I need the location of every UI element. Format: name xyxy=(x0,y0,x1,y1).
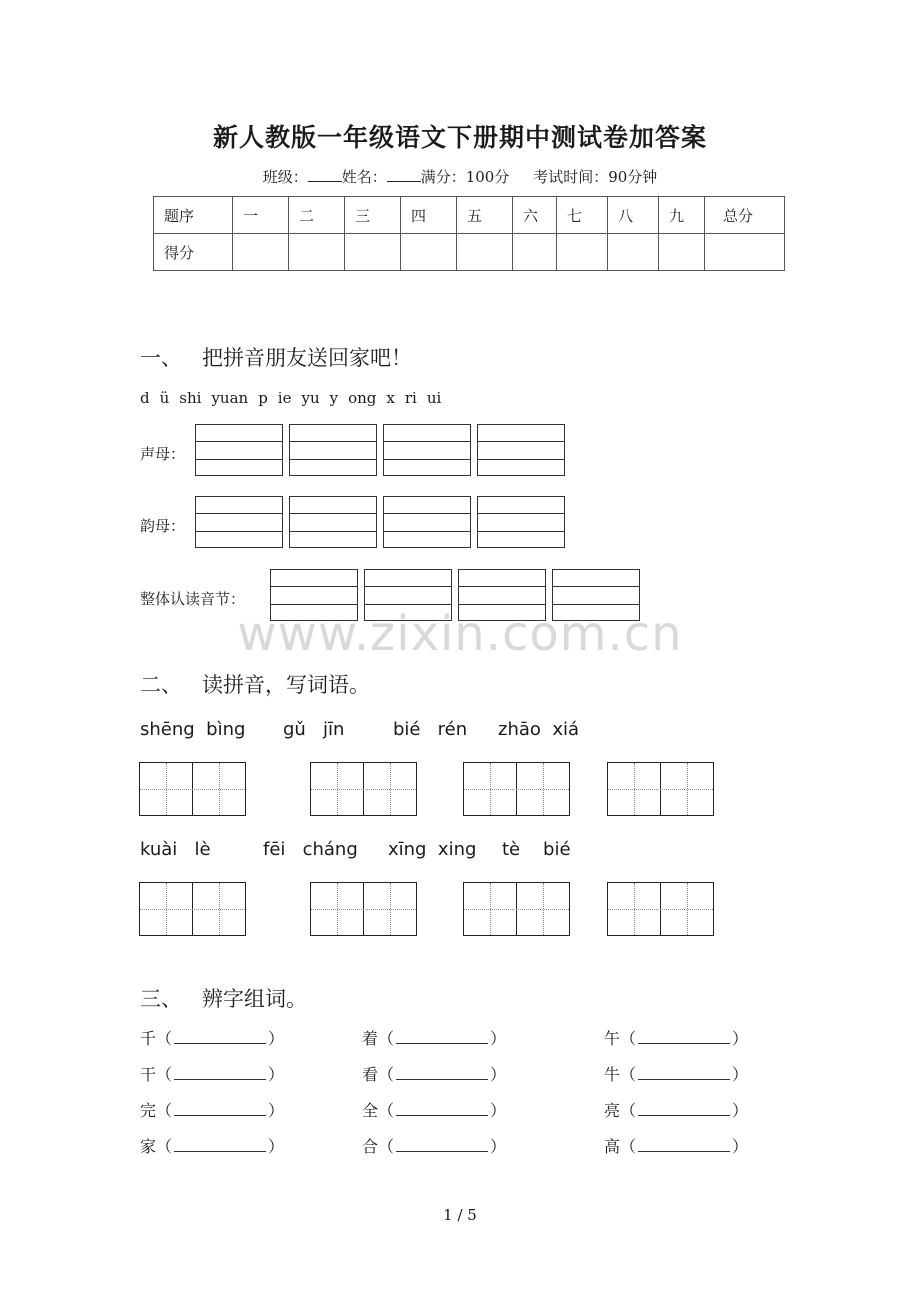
word-pinyin: shēng bìng xyxy=(140,719,246,740)
score-header-cell: 一 xyxy=(233,197,289,234)
score-cell[interactable] xyxy=(705,234,785,271)
section3-heading xyxy=(140,983,307,1013)
shengmu-label: 声母： xyxy=(140,445,186,463)
exam-time: 考试时间：90分钟 xyxy=(533,168,658,186)
score-header-cell: 八 xyxy=(608,197,659,234)
zhengti-label: 整体认读音节： xyxy=(140,590,246,608)
pinyin-item: shi xyxy=(179,389,202,407)
tianzige-box[interactable] xyxy=(139,762,246,816)
watermark: www.zixin.com.cn xyxy=(237,606,683,662)
section2-heading xyxy=(140,669,370,699)
tianzige-box[interactable] xyxy=(463,762,570,816)
tianzige-box[interactable] xyxy=(607,882,714,936)
score-cell[interactable] xyxy=(345,234,401,271)
word-group-item[interactable]: 亮（ ） xyxy=(604,1101,749,1120)
pinyin-item: yuan xyxy=(211,389,249,407)
score-header-row xyxy=(154,197,785,234)
score-header-cell: 六 xyxy=(513,197,557,234)
section2-number: 二、 xyxy=(140,673,182,697)
score-cell[interactable] xyxy=(557,234,608,271)
score-cell[interactable] xyxy=(401,234,457,271)
word-group-item[interactable]: 干（ ） xyxy=(140,1065,285,1084)
section1-heading xyxy=(140,342,412,372)
pinyin-item: ie xyxy=(277,389,292,407)
score-header-cell: 四 xyxy=(401,197,457,234)
word-pinyin: kuài lè xyxy=(140,839,211,860)
score-header-cell: 题序 xyxy=(154,197,233,234)
word-pinyin: bié rén xyxy=(393,719,468,740)
score-header-cell: 五 xyxy=(457,197,513,234)
score-value-row xyxy=(154,234,785,271)
score-header-cell: 九 xyxy=(659,197,705,234)
section2-title: 读拼音，写词语。 xyxy=(202,673,371,697)
word-pinyin: fēi cháng xyxy=(263,839,358,860)
score-cell[interactable] xyxy=(233,234,289,271)
word-pinyin: zhāo xiá xyxy=(498,719,580,740)
class-label: 班级： xyxy=(262,168,308,186)
pinyin-list xyxy=(140,389,451,407)
full-score: 满分：100分 xyxy=(420,168,510,186)
score-row-label: 得分 xyxy=(154,234,233,271)
shengmu-box[interactable] xyxy=(383,424,471,476)
pinyin-item: yu xyxy=(301,389,320,407)
pinyin-item: ü xyxy=(159,389,170,407)
word-group-item[interactable]: 完（ ） xyxy=(140,1101,285,1120)
tianzige-box[interactable] xyxy=(463,882,570,936)
score-header-cell: 二 xyxy=(289,197,345,234)
score-header-cell: 七 xyxy=(557,197,608,234)
tianzige-box[interactable] xyxy=(310,762,417,816)
page-number: 1 / 5 xyxy=(443,1206,477,1224)
word-group-item[interactable]: 牛（ ） xyxy=(604,1065,749,1084)
word-group-item[interactable]: 千（ ） xyxy=(140,1029,285,1048)
score-header-cell: 三 xyxy=(345,197,401,234)
word-group-item[interactable]: 午（ ） xyxy=(604,1029,749,1048)
section1-title: 把拼音朋友送回家吧！ xyxy=(202,346,413,370)
word-group-item[interactable]: 看（ ） xyxy=(362,1065,507,1084)
word-group-item[interactable]: 全（ ） xyxy=(362,1101,507,1120)
shengmu-box[interactable] xyxy=(477,424,565,476)
yunmu-label: 韵母： xyxy=(140,517,186,535)
word-group-item[interactable]: 着（ ） xyxy=(362,1029,507,1048)
pinyin-item: ong xyxy=(348,389,377,407)
pinyin-item: x xyxy=(386,389,395,407)
exam-info xyxy=(0,166,920,187)
pinyin-item: y xyxy=(329,389,339,407)
page-title: 新人教版一年级语文下册期中测试卷加答案 xyxy=(212,123,707,152)
score-table xyxy=(153,196,785,271)
pinyin-item: ui xyxy=(426,389,442,407)
section1-number: 一、 xyxy=(140,346,182,370)
word-group-item[interactable]: 合（ ） xyxy=(362,1137,507,1156)
yunmu-box[interactable] xyxy=(195,496,283,548)
score-cell[interactable] xyxy=(513,234,557,271)
pinyin-item: d xyxy=(140,389,150,407)
name-blank xyxy=(387,167,421,182)
tianzige-box[interactable] xyxy=(607,762,714,816)
yunmu-box[interactable] xyxy=(477,496,565,548)
pinyin-item: ri xyxy=(404,389,417,407)
yunmu-box[interactable] xyxy=(383,496,471,548)
pinyin-item: p xyxy=(258,389,268,407)
shengmu-box[interactable] xyxy=(289,424,377,476)
score-cell[interactable] xyxy=(659,234,705,271)
section3-number: 三、 xyxy=(140,987,182,1011)
shengmu-box[interactable] xyxy=(195,424,283,476)
word-pinyin: tè bié xyxy=(502,839,571,860)
class-blank xyxy=(308,167,342,182)
word-pinyin: xīng xing xyxy=(388,839,477,860)
word-group-item[interactable]: 高（ ） xyxy=(604,1137,749,1156)
score-cell[interactable] xyxy=(289,234,345,271)
score-cell[interactable] xyxy=(457,234,513,271)
score-cell[interactable] xyxy=(608,234,659,271)
name-label: 姓名： xyxy=(341,168,387,186)
section3-title: 辨字组词。 xyxy=(202,987,308,1011)
score-header-cell: 总分 xyxy=(705,197,785,234)
yunmu-box[interactable] xyxy=(289,496,377,548)
tianzige-box[interactable] xyxy=(139,882,246,936)
word-group-item[interactable]: 家（ ） xyxy=(140,1137,285,1156)
word-pinyin: gǔ jīn xyxy=(283,719,345,740)
tianzige-box[interactable] xyxy=(310,882,417,936)
